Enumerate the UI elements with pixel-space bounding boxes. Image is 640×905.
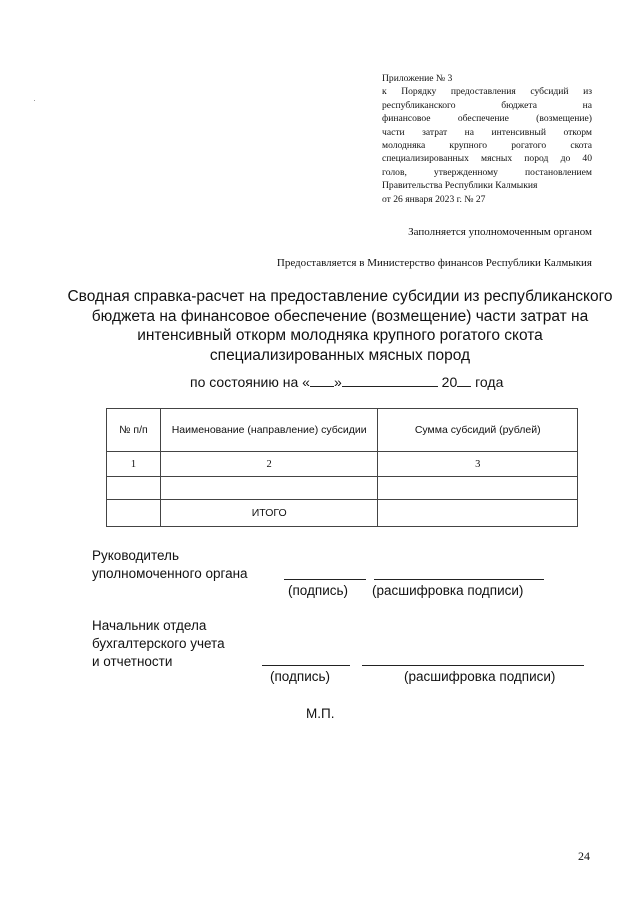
title-line: специализированных мясных пород (209, 346, 471, 364)
table-row (107, 477, 578, 500)
head-sign-caption: (подпись) (288, 583, 349, 598)
table-header-row (107, 409, 578, 452)
col-header-number: № п/п (107, 409, 161, 452)
document-title (60, 287, 620, 365)
signatory-line: Начальник отдела (92, 618, 207, 633)
signatory-line: уполномоченного органа (92, 566, 248, 581)
table-total-row (107, 500, 578, 527)
table-numbering-row (107, 452, 578, 477)
year-blank[interactable] (457, 374, 471, 387)
appendix-line: Приложение № 3 (382, 73, 453, 84)
acc-sign-caption: (подпись) (270, 669, 331, 684)
appendix-block (382, 72, 592, 206)
title-line: Сводная справка-расчет на предоставление субсидии из республиканского (67, 288, 613, 305)
as-of-suffix: года (471, 374, 504, 390)
acc-decode-line[interactable] (362, 665, 584, 666)
table-cell[interactable] (107, 477, 161, 500)
filled-by-note: Заполняется уполномоченным органом (408, 226, 592, 238)
scan-speck (34, 100, 35, 101)
title-line: интенсивный откорм молодняка крупного рогатого скота (137, 327, 543, 344)
as-of-year-prefix: 20 (437, 374, 458, 390)
appendix-line: к Порядку предоставления субсидий из (382, 86, 592, 98)
as-of-prefix: по состоянию на « (190, 374, 310, 390)
title-line: бюджета на финансовое обеспечение (возмещение) части затрат на (91, 307, 589, 325)
stamp-place: М.П. (306, 706, 335, 721)
submitted-to-note: Предоставляется в Министерство финансов Республики Калмыкия (276, 257, 592, 269)
as-of-mid: » (333, 374, 342, 390)
appendix-line: части затрат на интенсивный откорм (382, 126, 592, 138)
col-header-amount: Сумма субсидий (рублей) (378, 409, 578, 452)
as-of-date-line (190, 374, 503, 390)
table-cell: 1 (107, 452, 161, 477)
appendix-line: молодняка крупного рогатого скота (382, 140, 592, 152)
head-decode-caption: (расшифровка подписи) (372, 583, 524, 598)
month-blank[interactable] (342, 374, 438, 387)
table-cell: 2 (160, 452, 378, 477)
appendix-line: голов, утвержденному постановлением (382, 166, 592, 178)
acc-signature-line[interactable] (262, 665, 350, 666)
page-number: 24 (578, 849, 590, 863)
appendix-line: специализированных мясных пород до 40 (382, 153, 592, 165)
accountant-signatory-title (92, 617, 225, 671)
appendix-line: от 26 января 2023 г. № 27 (382, 193, 486, 205)
table-cell[interactable] (160, 477, 378, 500)
acc-decode-caption: (расшифровка подписи) (404, 669, 556, 684)
table-cell (107, 500, 161, 527)
day-blank[interactable] (310, 374, 334, 387)
appendix-line: Правительства Республики Калмыкия (382, 180, 538, 192)
table-cell: 3 (378, 452, 578, 477)
appendix-line: республиканского бюджета на (382, 99, 592, 111)
subsidy-table (106, 408, 578, 527)
col-header-name: Наименование (направление) субсидии (160, 409, 378, 452)
head-signature-line[interactable] (284, 579, 366, 580)
signatory-line: и отчетности (92, 654, 173, 669)
signatory-line: бухгалтерского учета (92, 636, 225, 651)
total-amount-cell[interactable] (378, 500, 578, 527)
total-label: ИТОГО (160, 500, 378, 527)
head-decode-line[interactable] (374, 579, 544, 580)
table-cell[interactable] (378, 477, 578, 500)
signatory-line: Руководитель (92, 548, 179, 563)
head-signatory-title (92, 547, 248, 583)
appendix-line: финансовое обеспечение (возмещение) (382, 113, 592, 125)
